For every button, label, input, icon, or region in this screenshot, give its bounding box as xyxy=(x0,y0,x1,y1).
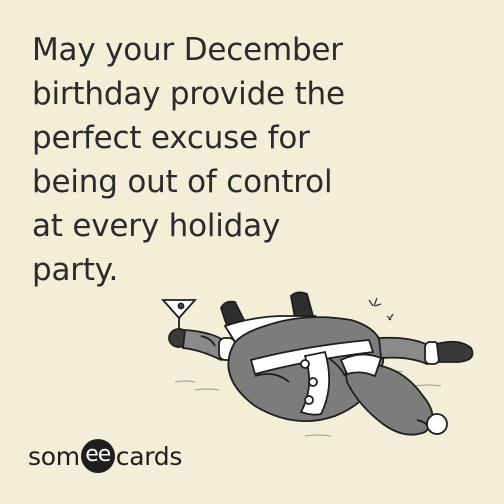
ecard-message xyxy=(32,28,452,292)
message-line: perfect excuse for xyxy=(32,120,310,156)
santa-right-arm xyxy=(379,338,473,364)
santa-head xyxy=(341,354,447,434)
message-line: at every holiday xyxy=(32,208,281,244)
santa-passed-out-illustration xyxy=(155,286,495,446)
santa-arm xyxy=(169,329,235,360)
dizzy-marks-icon xyxy=(369,298,393,320)
message-line: birthday provide the xyxy=(32,76,345,112)
message-line: being out of control xyxy=(32,164,333,200)
martini-glass-icon xyxy=(163,300,195,330)
message-line: party. xyxy=(32,252,119,288)
logo-ee-badge: ee xyxy=(81,439,115,473)
logo-prefix: som xyxy=(28,441,80,471)
message-line: May your December xyxy=(32,32,343,68)
someecards-logo[interactable] xyxy=(28,438,182,474)
logo-suffix: cards xyxy=(115,441,183,471)
